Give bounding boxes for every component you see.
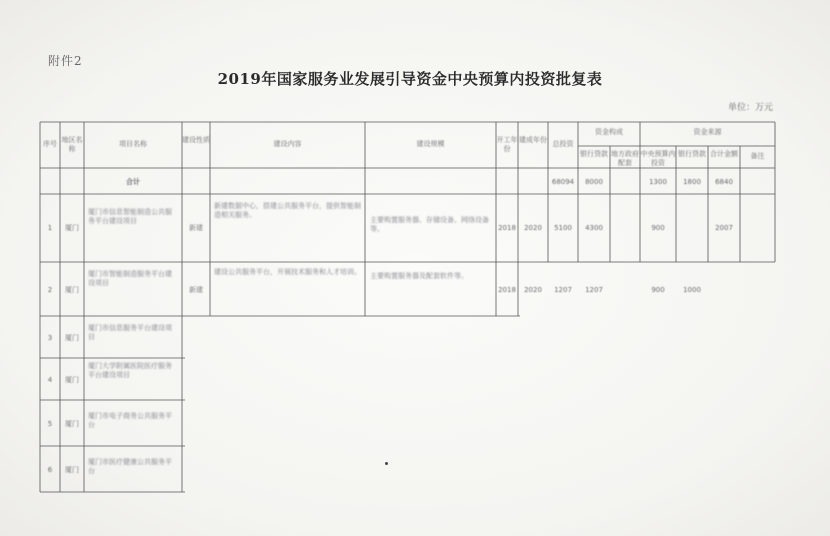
row1-content: 新建数据中心，搭建公共服务平台，提供智能制造相关服务。: [214, 202, 361, 219]
header-region: 地区名称: [61, 136, 83, 153]
row6-project: 厦门市医疗健康公共服务平台: [88, 458, 172, 475]
row3-seq: 3: [47, 334, 53, 342]
row2-bank: 1207: [585, 286, 603, 294]
row2-equipment: 主要购置服务器及配套软件等。: [370, 272, 468, 280]
header-seq: 序号: [43, 140, 57, 148]
total-row-bank: 8000: [585, 178, 603, 186]
header-funded-1: 银行贷款: [580, 150, 608, 158]
row4-project: 厦门大学附属医院医疗服务平台建设项目: [88, 362, 172, 379]
row1-sum: 2007: [715, 224, 733, 232]
total-row-loan: 1800: [683, 178, 701, 186]
total-row-central: 1300: [649, 178, 667, 186]
row1-equipment: 主要购置服务器、存储设备、网络设备等。: [370, 216, 489, 233]
total-row-label: 合计: [126, 178, 140, 186]
header-equipment: 建设规模: [416, 140, 445, 148]
row2-type: 新建: [189, 286, 203, 294]
row2-sum: 1000: [683, 286, 701, 294]
row1-seq: 1: [47, 224, 53, 232]
header-source-group: 资金来源: [693, 128, 722, 136]
header-start-year: 开工年份: [496, 136, 518, 153]
row1-end-year: 2020: [524, 224, 542, 232]
row2-end-year: 2020: [524, 286, 542, 294]
header-source-3: 合计金额: [710, 150, 738, 158]
total-row-sum: 6840: [715, 178, 733, 186]
header-type: 建设性质: [182, 136, 210, 144]
attachment-label: 附件2: [48, 54, 83, 68]
unit-label: 单位：万元: [728, 103, 774, 113]
row3-region: 厦门: [65, 334, 79, 342]
row2-seq: 2: [47, 286, 53, 294]
row1-project: 厦门市信息智能制造公共服务平台建设项目: [88, 208, 172, 225]
row3-project: 厦门市信息服务平台建设项目: [88, 324, 172, 341]
row1-region: 厦门: [65, 224, 79, 232]
row1-type: 新建: [189, 224, 203, 232]
row2-central: 900: [651, 286, 665, 294]
row4-region: 厦门: [65, 376, 79, 384]
row2-project: 厦门市智能制造服务平台建设项目: [88, 270, 172, 287]
row1-total: 5100: [554, 224, 572, 232]
row1-central: 900: [651, 224, 665, 232]
header-end-year: 建成年份: [519, 136, 547, 144]
row2-start-year: 2018: [498, 286, 516, 294]
scan-speck: [385, 462, 388, 465]
header-content: 建设内容: [273, 140, 302, 148]
row5-project: 厦门市电子商务公共服务平台: [88, 412, 172, 429]
document-title: 2019年国家服务业发展引导资金中央预算内投资批复表: [217, 70, 603, 88]
header-source-1: 中央预算内投资: [640, 150, 676, 167]
row5-seq: 5: [47, 420, 53, 428]
header-funded-group: 资金构成: [595, 128, 623, 136]
row6-region: 厦门: [65, 466, 79, 474]
row6-seq: 6: [47, 466, 53, 474]
row2-content: 建设公共服务平台，开展技术服务和人才培训。: [214, 268, 361, 276]
header-project: 项目名称: [119, 140, 147, 148]
row1-start-year: 2018: [498, 224, 516, 232]
header-note: 备注: [750, 152, 765, 160]
row2-total: 1207: [554, 286, 572, 294]
row5-region: 厦门: [65, 420, 79, 428]
row1-bank: 4300: [585, 224, 603, 232]
row4-seq: 4: [47, 376, 53, 384]
header-source-2: 银行贷款: [678, 150, 706, 158]
row2-region: 厦门: [65, 286, 79, 294]
header-total: 总投资: [552, 140, 574, 148]
header-funded-2: 地方政府配套: [611, 150, 639, 167]
total-row-total: 68094: [551, 178, 575, 186]
